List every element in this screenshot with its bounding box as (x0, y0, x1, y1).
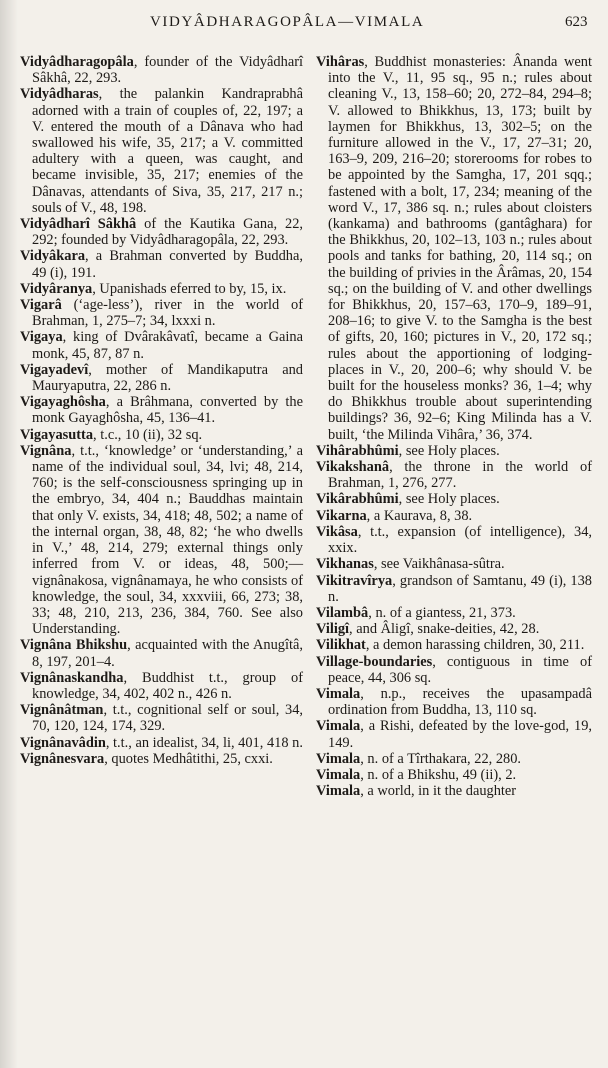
entry-text: , n.p., receives the upasampadâ ordination from Buddha, 13, 110 sq. (328, 685, 592, 719)
index-entry (20, 86, 303, 216)
entry-headword: Vigayasutta (20, 426, 94, 443)
index-entry (316, 556, 592, 572)
index-entry (316, 654, 592, 686)
entry-headword: Viligî (316, 621, 350, 638)
entry-text: , quotes Medhâtithi, 25, cxxi. (104, 750, 273, 767)
entry-headword: Vikâsa (316, 523, 358, 540)
entry-headword: Vignânaskandha (20, 669, 124, 686)
entry-text: , n. of a Tîrthakara, 22, 280. (360, 750, 522, 767)
entry-text: , grandson of Samtanu, 49 (i), 138 n. (328, 572, 592, 605)
entry-text: , a demon harassing children, 30, 211. (365, 637, 585, 654)
entry-text: , t.t., an idealist, 34, li, 401, 418 n. (105, 734, 303, 751)
page-number: 623 (565, 14, 588, 30)
index-entry (20, 329, 303, 361)
entry-headword: Vihâras (316, 54, 365, 70)
index-entry (20, 394, 303, 426)
entry-text: , see Holy places. (398, 491, 500, 508)
entry-text: (‘age-less’), river in the world of Brahman, 1, 275–7; 34, lxxxi n. (32, 297, 303, 330)
entry-headword: Vidyâdharagopâla (20, 54, 134, 70)
entry-headword: Vignânavâdin (20, 734, 106, 751)
entry-text: , a Brâhmana, converted by the monk Gayaghôsha, 45, 136–41. (32, 394, 303, 427)
entry-headword: Vidyâkara (20, 248, 86, 265)
entry-text: , see Holy places. (398, 442, 500, 459)
entry-text: , a Brahman converted by Buddha, 49 (i), 191. (32, 248, 303, 281)
index-entry (316, 491, 592, 507)
index-entry (316, 508, 592, 524)
entry-text: , see Vaikhânasa-sûtra. (373, 556, 505, 573)
entry-headword: Vihârabhûmi (316, 442, 399, 459)
entry-headword: Vigayadevî (20, 361, 89, 378)
index-entry (20, 281, 303, 297)
entry-text: , n. of a Bhikshu, 49 (ii), 2. (360, 766, 517, 783)
index-entry (316, 637, 592, 653)
index-entry (20, 297, 303, 329)
entry-headword: Vigaya (20, 329, 63, 346)
index-entry (20, 427, 303, 443)
entry-headword: Vikârabhûmi (316, 491, 399, 508)
index-entry (20, 54, 303, 86)
entry-headword: Vignâna (20, 442, 72, 459)
entry-text: , t.t., expansion (of intelligence), 34, xxix. (328, 523, 592, 557)
entry-headword: Vigayaghôsha (20, 394, 106, 411)
entry-text: , the throne in the world of Brahman, 1, 276, 277. (328, 459, 592, 492)
index-entry (316, 783, 592, 799)
entry-headword: Vimala (316, 766, 361, 783)
index-entry (20, 735, 303, 751)
index-entry (316, 686, 592, 718)
entry-text: , t.t., ‘knowledge’ or ‘understanding,’ a name of the individual soul, 34, lvi; 48, 214, 760; is the self-consciousness springing up in the embryo, 34, 404 n.; Bauddhas maintain that only V. exists, 34, 418; 48, 502; a name of the internal organ, 38, 48, 82; ‘he who dwells in V.,’ 48, 214, 279; external things only inferred from V. or ideas, 48, 500;—vignânakosa, vignânamaya, he who consists of knowledge, the soul, 34, xxxviii, 66, 273; 38, 33; 48, 210, 213, 236, 384, 760. See also Understanding. (32, 442, 303, 638)
entry-text: , t.c., 10 (ii), 32 sq. (93, 426, 203, 443)
entry-text: , Buddhist t.t., group of knowledge, 34, 402, 402 n., 426 n. (32, 669, 303, 702)
entry-text: , and Âligî, snake-deities, 42, 28. (349, 621, 540, 638)
index-entry (316, 443, 592, 459)
entry-headword: Vignânesvara (20, 750, 105, 767)
entry-text: , the palankin Kandraprabhâ adorned with a train of couples of, 22, 197; a V. entered the mouth of a Dânava who had swallowed his wife, 35, 217; a V. committed adultery with a queen, was caught, and became invisible, 35, 217; enemies of the Dânavas, attendants of Siva, 35, 217, 217 n.; souls of V., 48, 198. (32, 86, 303, 216)
index-entry (316, 459, 592, 491)
entry-text: , n. of a giantess, 21, 373. (368, 604, 516, 621)
index-entry (316, 605, 592, 621)
index-entry (20, 216, 303, 248)
entry-headword: Vidyâdharas (20, 86, 99, 103)
page-header (0, 14, 608, 36)
entry-text: , a Kaurava, 8, 38. (366, 507, 473, 524)
entry-headword: Vikakshanâ (316, 459, 390, 476)
entry-headword: Vimala (316, 783, 361, 800)
entry-headword: Vidyâdharî Sâkhâ (20, 216, 137, 233)
entry-headword: Vikhanas (316, 556, 374, 573)
entry-headword: Vikarna (316, 507, 367, 524)
index-entry (316, 751, 592, 767)
running-head: VIDYÂDHARAGOPÂLA—VIMALA (150, 14, 425, 30)
entry-text: , Buddhist monasteries: Ânanda went into the V., 11, 95 sq., 95 n.; rules about cleaning V., 13, 158–60; 20, 272–84, 294–8; V. allowed to Bhikkhus, 13, 173; built by laymen for Bhikkhus, 13, 302–5; on the furniture allowed in the V., 17, 27–31; 20, 163–9, 209, 216–20; storerooms for robes to be appointed by the Samgha, 17, 201 sqq.; fastened with a bolt, 17, 234; meaning of the word V., 17, 386 sq. n.; rules about cloisters (kankama) and bathrooms (gantâghara) for the Bhikkhus, 20, 102–13, 103 n.; rules about pools and tanks for bathing, 20, 114 sq.; on the building of privies in the Ârâmas, 20, 154 sq.; on the building of V. and other dwellings for Bhikkhus, 20, 157–63, 170–9, 189–91, 208–16; to give V. to the Samgha is the best of gifts, 20, 160; pictures in V., 20, 172 sq.; rules about the apportioning of lodging-places in V., 20, 200–6; why should V. be built for the houseless monks? 36, 1–4; why do Bhikkhus trouble about superintending buildings? 36, 92–6; King Milinda has a V. built, ‘the Milinda Vihâra,’ 36, 374. (328, 54, 592, 443)
entry-headword: Vimala (316, 718, 361, 735)
index-entry (20, 443, 303, 637)
entry-text: , king of Dvârakâvatî, became a Gaina monk, 45, 87, 87 n. (32, 329, 303, 362)
entry-headword: Vikitravîrya (316, 572, 393, 589)
index-entry (20, 637, 303, 669)
entry-headword: Vilikhat (316, 637, 366, 654)
entry-headword: Vidyâranya (20, 280, 93, 297)
entry-headword: Vignâna Bhikshu (20, 637, 128, 654)
right-column (316, 54, 592, 799)
index-entry (20, 702, 303, 734)
entry-text: , a Rishi, defeated by the love-god, 19, 149. (328, 718, 592, 751)
entry-headword: Village-boundaries (316, 653, 433, 670)
index-entry (20, 248, 303, 280)
entry-headword: Vimala (316, 750, 361, 767)
index-entry (316, 573, 592, 605)
entry-text: , Upanishads eferred to by, 15, ix. (92, 280, 287, 297)
index-entry (20, 362, 303, 394)
entry-headword: Vilambâ (316, 604, 369, 621)
index-entry (316, 718, 592, 750)
left-column (20, 54, 303, 767)
entry-text: of the Kautika Gana, 22, 292; founded by Vidyâdharagopâla, 22, 293. (32, 216, 303, 249)
index-entry (316, 767, 592, 783)
entry-text: , t.t., cognitional self or soul, 34, 70, 120, 124, 174, 329. (32, 702, 303, 735)
entry-text: , mother of Mandikaputra and Mauryaputra, 22, 286 n. (32, 361, 303, 395)
page-edge-shadow (0, 0, 18, 1068)
index-entry (316, 621, 592, 637)
entry-headword: Vignânâtman (20, 702, 104, 719)
entry-text: , acquainted with the Anugîtâ, 8, 197, 201–4. (32, 637, 303, 670)
entry-text: , a world, in it the daughter (360, 783, 517, 800)
index-entry (20, 670, 303, 702)
entry-headword: Vigarâ (20, 297, 62, 314)
entry-text: , founder of the Vidyâdharî Sâkhâ, 22, 293. (32, 54, 303, 87)
index-entry (20, 751, 303, 767)
index-entry (316, 524, 592, 556)
entry-text: , contiguous in time of peace, 44, 306 sq. (328, 653, 592, 686)
index-entry (316, 54, 592, 443)
entry-headword: Vimala (316, 685, 361, 702)
